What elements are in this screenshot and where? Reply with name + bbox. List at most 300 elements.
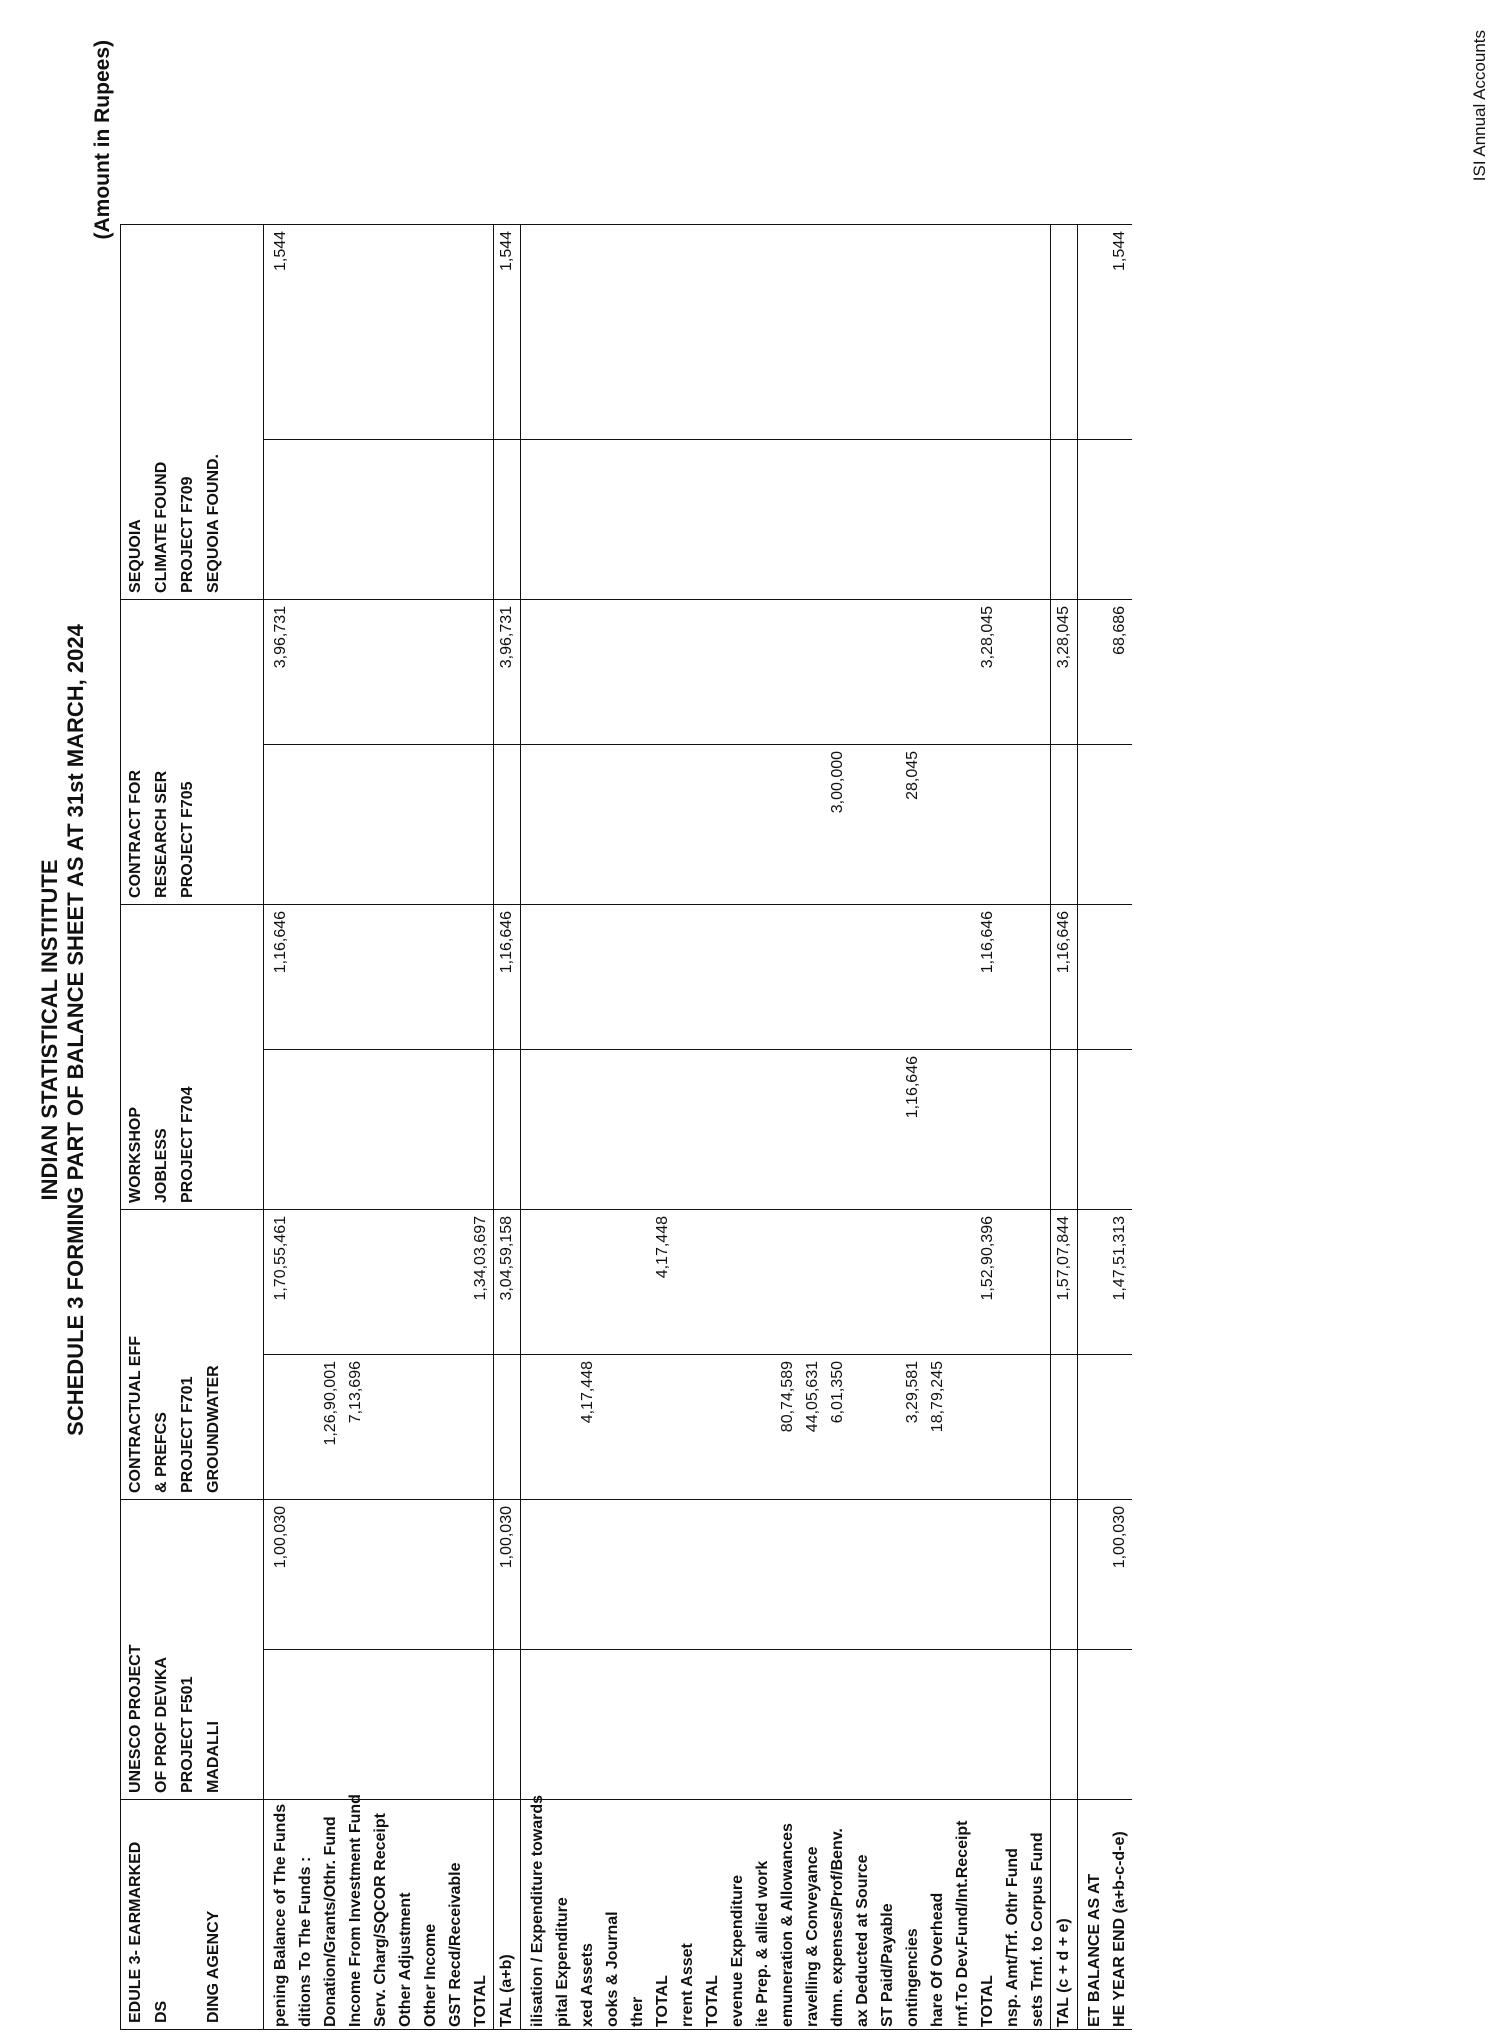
amount-cell <box>550 744 575 904</box>
amount-cell <box>850 439 875 599</box>
amount-cell <box>875 224 900 439</box>
amount-cell <box>1025 1050 1051 1210</box>
row-header-cell <box>121 1800 264 2030</box>
amount-cell <box>521 1210 551 1355</box>
table-row <box>800 0 825 2030</box>
amount-cell <box>1051 1650 1078 1800</box>
row-label: Income From Investment Fund <box>343 1800 368 2030</box>
amount-cell <box>750 224 775 439</box>
amount-cell <box>600 904 625 1049</box>
amount-cell <box>318 744 343 904</box>
row-label: xed Assets <box>575 1800 600 2030</box>
table-row <box>775 0 800 2030</box>
amount-cell <box>468 1500 494 1650</box>
amount-cell <box>650 744 675 904</box>
amount-cell <box>575 1210 600 1355</box>
amount-cell <box>1078 1050 1108 1210</box>
amount-cell <box>650 904 675 1049</box>
amount-cell <box>625 1355 650 1500</box>
amount-cell: 1,70,55,461 <box>264 1210 294 1355</box>
amount-cell <box>850 1500 875 1650</box>
column-header-row <box>121 0 264 2030</box>
amount-cell <box>950 224 975 439</box>
amount-cell <box>550 1355 575 1500</box>
amount-cell <box>775 1050 800 1210</box>
amount-cell <box>318 1650 343 1800</box>
amount-cell <box>875 1355 900 1500</box>
amount-cell: 4,17,448 <box>575 1355 600 1500</box>
schedule-label: EDULE 3- EARMARKED <box>127 1841 144 2023</box>
amount-cell <box>1051 744 1078 904</box>
amount-cell <box>494 744 521 904</box>
amount-cell <box>625 1050 650 1210</box>
amount-cell <box>575 744 600 904</box>
amount-cell <box>650 439 675 599</box>
row-label: ST Paid/Payable <box>875 1800 900 2030</box>
project-header-f701: CONTRACTUAL EFF & PREFCS PROJECT F701 GROUNDWATER <box>121 1210 264 1500</box>
amount-cell <box>494 1050 521 1210</box>
amount-cell <box>750 1500 775 1650</box>
table-row <box>318 0 343 2030</box>
amount-cell <box>975 1050 1000 1210</box>
amount-cell <box>675 599 700 744</box>
table-row <box>550 0 575 2030</box>
amount-cell <box>550 1050 575 1210</box>
row-label: TOTAL <box>650 1800 675 2030</box>
row-label: ooks & Journal <box>600 1800 625 2030</box>
amount-cell <box>1078 904 1108 1049</box>
amount-cell <box>550 439 575 599</box>
amount-cell <box>825 224 850 439</box>
amount-cell <box>850 1355 875 1500</box>
table-row <box>875 0 900 2030</box>
table-row <box>675 0 700 2030</box>
row-label: hare Of Overhead <box>925 1800 950 2030</box>
amount-cell <box>1078 439 1108 599</box>
amount-cell <box>850 224 875 439</box>
amount-cell <box>575 1500 600 1650</box>
amount-cell <box>600 439 625 599</box>
amount-cell: 3,96,731 <box>264 599 294 744</box>
amount-cell <box>443 1500 468 1650</box>
amount-cell <box>1000 1500 1025 1650</box>
amount-cell <box>725 1355 750 1500</box>
amount-cell: 1,00,030 <box>264 1500 294 1650</box>
amount-cell <box>900 439 925 599</box>
amount-cell <box>1000 1210 1025 1355</box>
amount-cell <box>750 1210 775 1355</box>
amount-cell <box>725 744 750 904</box>
row-label: HE YEAR END (a+b-c-d-e) <box>1107 1800 1132 2030</box>
amount-cell: 1,16,646 <box>975 904 1000 1049</box>
amount-cell <box>318 439 343 599</box>
amount-cell <box>975 1500 1000 1650</box>
amount-cell <box>1000 744 1025 904</box>
amount-cell <box>521 224 551 439</box>
amount-cell <box>1025 744 1051 904</box>
amount-cell: 1,57,07,844 <box>1051 1210 1078 1355</box>
amount-cell <box>550 904 575 1049</box>
amount-cell <box>725 904 750 1049</box>
row-label: TOTAL <box>468 1800 494 2030</box>
amount-cell <box>800 1210 825 1355</box>
institute-title: INDIAN STATISTICAL INSTITUTE <box>37 859 62 1201</box>
amount-cell <box>393 1500 418 1650</box>
amount-cell <box>800 1500 825 1650</box>
amount-cell <box>550 1210 575 1355</box>
amount-cell <box>925 224 950 439</box>
amount-cell <box>1025 599 1051 744</box>
table-row <box>825 0 850 2030</box>
row-label: Other Income <box>418 1800 443 2030</box>
amount-cell <box>750 1050 775 1210</box>
amount-cell <box>1000 1355 1025 1500</box>
funds-label: DS <box>153 2000 170 2023</box>
amount-cell <box>343 744 368 904</box>
row-label: Other Adjustment <box>393 1800 418 2030</box>
amount-cell <box>1078 224 1108 439</box>
table-row <box>975 0 1000 2030</box>
amount-cell <box>825 904 850 1049</box>
amount-cell <box>825 1500 850 1650</box>
amount-cell <box>775 904 800 1049</box>
row-label: TAL (c + d + e) <box>1051 1800 1078 2030</box>
amount-cell <box>775 1210 800 1355</box>
amount-cell <box>950 744 975 904</box>
amount-cell <box>850 904 875 1049</box>
amount-cell: 1,00,030 <box>494 1500 521 1650</box>
amount-cell <box>700 439 725 599</box>
amount-cell <box>600 599 625 744</box>
rotated-sheet <box>25 30 1489 2030</box>
amount-cell <box>550 1500 575 1650</box>
amount-cell <box>750 439 775 599</box>
amount-cell <box>443 1650 468 1800</box>
table-row <box>725 0 750 2030</box>
amount-cell <box>575 1650 600 1800</box>
amount-cell <box>393 439 418 599</box>
amount-cell <box>975 1650 1000 1800</box>
amount-cell <box>264 439 294 599</box>
amount-cell <box>418 1355 443 1500</box>
row-label: GST Recd/Receivable <box>443 1800 468 2030</box>
amount-cell <box>264 1050 294 1210</box>
amount-cell <box>750 904 775 1049</box>
amount-cell: 3,04,59,158 <box>494 1210 521 1355</box>
amount-cell <box>575 439 600 599</box>
amount-cell: 3,00,000 <box>825 744 850 904</box>
amount-cell: 44,05,631 <box>800 1355 825 1500</box>
funding-agency-label: DING AGENCY <box>205 1910 222 2023</box>
amount-cell <box>675 439 700 599</box>
amount-cell: 7,13,696 <box>343 1355 368 1500</box>
amount-cell <box>418 224 443 439</box>
amount-cell <box>625 744 650 904</box>
amount-cell <box>443 1355 468 1500</box>
amount-cell <box>318 1500 343 1650</box>
table-row <box>368 0 393 2030</box>
amount-cell <box>521 904 551 1049</box>
amount-cell <box>775 224 800 439</box>
amount-cell: 1,544 <box>494 224 521 439</box>
amount-cell <box>700 599 725 744</box>
amount-cell <box>318 1050 343 1210</box>
amount-cell <box>675 224 700 439</box>
amount-cell <box>750 1650 775 1800</box>
amount-cell <box>600 1210 625 1355</box>
row-label: ilisation / Expenditure towards <box>521 1800 551 2030</box>
amount-cell: 3,29,581 <box>900 1355 925 1500</box>
amount-cell <box>825 1650 850 1800</box>
amount-cell <box>725 599 750 744</box>
amount-cell <box>925 439 950 599</box>
amount-cell <box>1051 1355 1078 1500</box>
amount-cell <box>443 904 468 1049</box>
amount-cell <box>418 904 443 1049</box>
amount-cell <box>825 1050 850 1210</box>
amount-cell <box>800 1650 825 1800</box>
amount-cell <box>900 599 925 744</box>
amount-cell <box>875 599 900 744</box>
row-label: ditions To The Funds : <box>293 1800 318 2030</box>
amount-cell <box>1000 224 1025 439</box>
amount-cell <box>494 1650 521 1800</box>
amount-cell: 68,686 <box>1107 599 1132 744</box>
amount-cell <box>1078 1210 1108 1355</box>
amount-cell <box>1107 1050 1132 1210</box>
amount-cell <box>675 904 700 1049</box>
row-label: pening Balance of The Funds <box>264 1800 294 2030</box>
amount-cell <box>318 904 343 1049</box>
amount-cell <box>1107 744 1132 904</box>
amount-cell <box>393 1650 418 1800</box>
table-row <box>468 0 494 2030</box>
amount-cell <box>1000 904 1025 1049</box>
amount-cell <box>1025 1355 1051 1500</box>
amount-cell <box>700 224 725 439</box>
amount-cell <box>368 744 393 904</box>
amount-cell <box>343 904 368 1049</box>
row-label: ET BALANCE AS AT <box>1078 1800 1108 2030</box>
table-row <box>343 0 368 2030</box>
amount-cell <box>725 1500 750 1650</box>
amount-cell <box>700 1050 725 1210</box>
amount-cell <box>925 1650 950 1800</box>
amount-cell <box>725 439 750 599</box>
amount-cell <box>875 439 900 599</box>
amount-cell <box>775 744 800 904</box>
amount-cell <box>800 439 825 599</box>
amount-cell <box>700 1355 725 1500</box>
amount-cell <box>850 1650 875 1800</box>
amount-cell <box>700 1500 725 1650</box>
table-row <box>264 0 294 2030</box>
amount-cell <box>550 1650 575 1800</box>
amount-cell <box>675 1355 700 1500</box>
amount-cell <box>825 439 850 599</box>
row-label: ther <box>625 1800 650 2030</box>
amount-cell: 1,544 <box>264 224 294 439</box>
amount-cell <box>468 599 494 744</box>
amount-cell <box>700 1210 725 1355</box>
amount-cell: 80,74,589 <box>775 1355 800 1500</box>
row-label: TAL (a+b) <box>494 1800 521 2030</box>
amount-cell: 1,16,646 <box>264 904 294 1049</box>
schedule-title: SCHEDULE 3 FORMING PART OF BALANCE SHEET AS AT 31st MARCH, 2024 <box>63 624 88 1436</box>
amount-cell <box>775 439 800 599</box>
amount-cell <box>443 744 468 904</box>
row-label: nsp. Amt/Trf. Othr Fund <box>1000 1800 1025 2030</box>
amount-cell <box>264 744 294 904</box>
amount-cell <box>850 1210 875 1355</box>
row-label: evenue Expenditure <box>725 1800 750 2030</box>
amount-cell <box>368 1210 393 1355</box>
amount-cell <box>600 224 625 439</box>
amount-cell <box>418 744 443 904</box>
amount-cell <box>418 1500 443 1650</box>
amount-cell <box>443 224 468 439</box>
amount-cell <box>368 439 393 599</box>
table-row <box>393 0 418 2030</box>
amount-cell <box>368 1500 393 1650</box>
amount-cell: 6,01,350 <box>825 1355 850 1500</box>
amount-cell <box>650 1050 675 1210</box>
table-row <box>1025 0 1051 2030</box>
amount-cell <box>343 1050 368 1210</box>
row-label: rnf.To Dev.Fund/Int.Receipt <box>950 1800 975 2030</box>
amount-cell <box>700 744 725 904</box>
amount-cell <box>368 1050 393 1210</box>
amount-cell <box>650 1355 675 1500</box>
row-label: ontingencies <box>900 1800 925 2030</box>
amount-cell <box>625 904 650 1049</box>
amount-cell <box>418 1650 443 1800</box>
amount-cell <box>800 904 825 1049</box>
amount-cell: 3,96,731 <box>494 599 521 744</box>
amount-cell <box>293 1355 318 1500</box>
amount-cell <box>1000 439 1025 599</box>
table-row <box>700 0 725 2030</box>
amount-cell <box>925 1500 950 1650</box>
amount-cell <box>925 904 950 1049</box>
amount-cell <box>1000 599 1025 744</box>
row-label: ax Deducted at Source <box>850 1800 875 2030</box>
amount-cell <box>600 1650 625 1800</box>
amount-cell: 1,52,90,396 <box>975 1210 1000 1355</box>
amount-cell <box>625 599 650 744</box>
amount-cell <box>468 904 494 1049</box>
amount-cell <box>900 1650 925 1800</box>
amount-cell <box>318 1210 343 1355</box>
amount-cell <box>443 1050 468 1210</box>
table-row <box>575 0 600 2030</box>
amount-cell <box>368 599 393 744</box>
amount-cell <box>368 1355 393 1500</box>
amount-cell <box>468 224 494 439</box>
amount-cell <box>1025 1210 1051 1355</box>
amount-cell <box>418 439 443 599</box>
amount-cell <box>521 1650 551 1800</box>
amount-cell <box>393 1210 418 1355</box>
amount-cell <box>900 224 925 439</box>
amount-cell <box>468 1355 494 1500</box>
amount-cell <box>293 1500 318 1650</box>
amount-cell <box>550 599 575 744</box>
amount-cell <box>418 1050 443 1210</box>
amount-cell <box>1107 439 1132 599</box>
amount-cell <box>750 599 775 744</box>
amount-cell <box>293 224 318 439</box>
amount-cell <box>775 599 800 744</box>
amount-cell <box>825 1210 850 1355</box>
amount-cell <box>850 599 875 744</box>
amount-cell <box>521 744 551 904</box>
amount-cell <box>521 439 551 599</box>
amount-cell <box>775 1500 800 1650</box>
amount-cell: 1,16,646 <box>900 1050 925 1210</box>
amount-cell <box>343 599 368 744</box>
amount-cell <box>950 1210 975 1355</box>
amount-cell <box>875 1210 900 1355</box>
row-label: rrent Asset <box>675 1800 700 2030</box>
footer-note: ISI Annual Accounts <box>1470 30 1489 182</box>
amount-cell <box>950 1650 975 1800</box>
amount-cell <box>293 599 318 744</box>
table-row <box>1107 0 1132 2030</box>
amount-cell <box>1025 439 1051 599</box>
amount-cell <box>600 1050 625 1210</box>
amount-cell <box>850 744 875 904</box>
table-row <box>950 0 975 2030</box>
amount-cell: 1,26,90,001 <box>318 1355 343 1500</box>
amount-cell <box>1000 1650 1025 1800</box>
amount-cell <box>1078 744 1108 904</box>
amount-cell <box>850 1050 875 1210</box>
project-header-f704: WORKSHOP JOBLESS PROJECT F704 <box>121 904 264 1209</box>
schedule-body <box>264 0 1133 2030</box>
amount-cell <box>625 1650 650 1800</box>
table-row <box>521 0 551 2030</box>
amount-cell <box>625 1500 650 1650</box>
amount-cell <box>1025 1500 1051 1650</box>
amount-cell: 28,045 <box>900 744 925 904</box>
amount-cell <box>1078 1355 1108 1500</box>
table-row <box>850 0 875 2030</box>
amount-cell <box>650 1500 675 1650</box>
amount-cell <box>800 1050 825 1210</box>
amount-cell <box>875 744 900 904</box>
amount-cell <box>1078 1500 1108 1650</box>
amount-cell: 1,00,030 <box>1107 1500 1132 1650</box>
amount-cell <box>950 1050 975 1210</box>
amount-cell <box>521 599 551 744</box>
amount-cell <box>293 439 318 599</box>
amount-cell <box>1051 439 1078 599</box>
amount-cell <box>343 1210 368 1355</box>
amount-cell <box>521 1355 551 1500</box>
amount-cell: 3,28,045 <box>1051 599 1078 744</box>
table-row <box>293 0 318 2030</box>
amount-cell: 1,544 <box>1107 224 1132 439</box>
amount-cell <box>675 744 700 904</box>
table-row <box>625 0 650 2030</box>
project-header-f709: SEQUOIA CLIMATE FOUND PROJECT F709 SEQUOIA FOUND. <box>121 224 264 599</box>
amount-cell <box>675 1050 700 1210</box>
amount-cell <box>418 1210 443 1355</box>
amount-cell <box>1107 904 1132 1049</box>
amount-cell <box>900 904 925 1049</box>
amount-cell <box>625 224 650 439</box>
